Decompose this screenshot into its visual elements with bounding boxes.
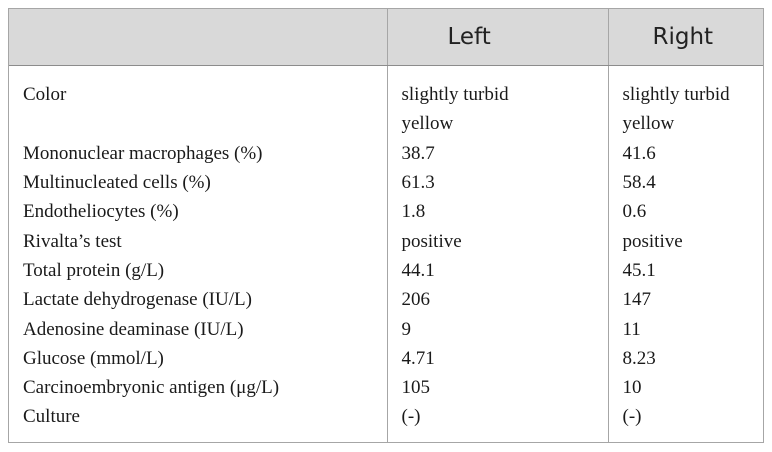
row-label: Glucose (mmol/L) — [23, 347, 164, 369]
left-value: 38.7 — [387, 139, 608, 168]
right-value: 58.4 — [608, 168, 763, 197]
row-label: Culture — [23, 406, 80, 428]
table-row — [9, 197, 763, 226]
table-row — [9, 373, 763, 402]
right-value: (-) — [608, 402, 763, 442]
row-label: Lactate dehydrogenase (IU/L) — [23, 289, 252, 311]
left-value: positive — [387, 227, 608, 256]
table-row — [9, 227, 763, 256]
header-left: Left — [387, 9, 608, 66]
table-row — [9, 285, 763, 314]
right-value: 147 — [608, 285, 763, 314]
table-row — [9, 315, 763, 344]
right-value: 11 — [608, 315, 763, 344]
row-label: Endotheliocytes (%) — [23, 201, 179, 223]
left-value: 1.8 — [387, 197, 608, 226]
table-row — [9, 256, 763, 285]
right-value: 10 — [608, 373, 763, 402]
row-label: Color — [23, 84, 67, 105]
results-table — [9, 9, 763, 442]
left-value: 4.71 — [387, 344, 608, 373]
row-label: Multinucleated cells (%) — [23, 172, 211, 194]
header-right: Right — [608, 9, 763, 66]
row-label: Carcinoembryonic antigen (μg/L) — [23, 377, 280, 399]
left-value: 9 — [387, 315, 608, 344]
table-row — [9, 139, 763, 168]
right-value: 0.6 — [608, 197, 763, 226]
row-label: Mononuclear macrophages (%) — [23, 142, 263, 164]
left-value: 44.1 — [387, 256, 608, 285]
left-value: (-) — [387, 402, 608, 442]
row-label: Rivalta’s test — [23, 230, 122, 252]
right-value: slightly turbid yellow — [608, 66, 763, 139]
right-value: 8.23 — [608, 344, 763, 373]
right-value: 41.6 — [608, 139, 763, 168]
table-row — [9, 66, 763, 139]
row-label: Adenosine deaminase (IU/L) — [23, 318, 244, 340]
row-label: Total protein (g/L) — [23, 259, 165, 281]
left-value: 206 — [387, 285, 608, 314]
header-parameter — [9, 9, 387, 66]
left-value: 105 — [387, 373, 608, 402]
table-header-row — [9, 9, 763, 66]
right-value: 45.1 — [608, 256, 763, 285]
table-row — [9, 402, 763, 442]
table-row — [9, 344, 763, 373]
right-value: positive — [608, 227, 763, 256]
left-value: 61.3 — [387, 168, 608, 197]
left-value: slightly turbid yellow — [387, 66, 608, 139]
table-row — [9, 168, 763, 197]
results-table-container — [8, 8, 764, 443]
